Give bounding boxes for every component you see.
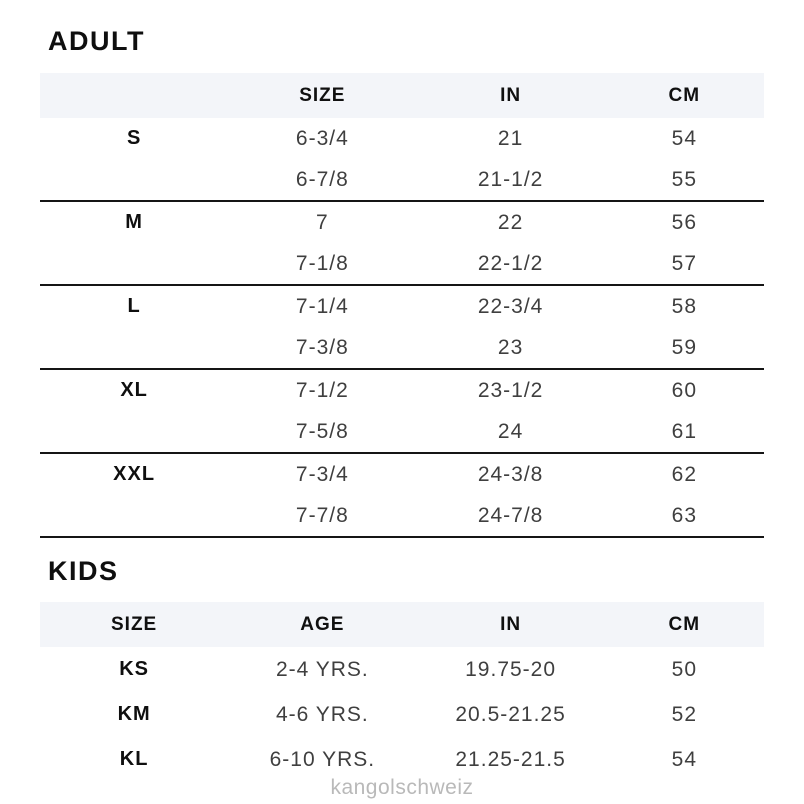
table-row bbox=[40, 454, 764, 495]
table-row bbox=[40, 159, 764, 200]
cm-cell: 58 bbox=[671, 294, 698, 318]
inches-cell: 23-1/2 bbox=[477, 378, 544, 402]
column-header-size: SIZE bbox=[111, 613, 158, 635]
cm-cell: 61 bbox=[671, 419, 698, 443]
table-row bbox=[40, 647, 764, 692]
cm-cell: 62 bbox=[671, 462, 698, 486]
size-label-cell: KM bbox=[117, 703, 151, 725]
cm-cell: 54 bbox=[671, 126, 698, 150]
inches-cell: 22 bbox=[497, 210, 524, 234]
cm-cell: 60 bbox=[671, 378, 698, 402]
cm-cell: 63 bbox=[671, 503, 698, 527]
hat-size-cell: 7-5/8 bbox=[295, 419, 349, 443]
size-group-l bbox=[40, 286, 764, 370]
hat-size-cell: 7-3/4 bbox=[295, 462, 349, 486]
column-header-size: SIZE bbox=[299, 84, 346, 106]
adult-section-title: ADULT bbox=[48, 26, 145, 56]
cm-cell: 56 bbox=[671, 210, 698, 234]
size-label-cell: KS bbox=[119, 658, 150, 680]
inches-cell: 24-3/8 bbox=[477, 462, 544, 486]
cm-cell: 52 bbox=[671, 702, 698, 726]
cm-cell: 50 bbox=[671, 657, 698, 681]
hat-size-cell: 6-3/4 bbox=[295, 126, 349, 150]
hat-size-cell: 7-1/4 bbox=[295, 294, 349, 318]
inches-cell: 24-7/8 bbox=[477, 503, 544, 527]
table-row bbox=[40, 243, 764, 284]
table-row bbox=[40, 692, 764, 737]
column-header-in: IN bbox=[500, 84, 522, 106]
inches-cell: 21-1/2 bbox=[477, 167, 544, 191]
hat-size-cell: 7-1/2 bbox=[295, 378, 349, 402]
hat-size-cell: 7 bbox=[316, 210, 329, 234]
size-group-xxl bbox=[40, 454, 764, 538]
size-label-cell: XL bbox=[120, 379, 148, 401]
hat-size-cell: 7-3/8 bbox=[295, 335, 349, 359]
cm-cell: 54 bbox=[671, 747, 698, 771]
column-header-cm: CM bbox=[668, 84, 701, 106]
size-group-xl bbox=[40, 370, 764, 454]
inches-cell: 22-3/4 bbox=[477, 294, 544, 318]
hat-size-cell: 7-1/8 bbox=[295, 251, 349, 275]
inches-cell: 20.5-21.25 bbox=[455, 702, 566, 726]
inches-cell: 19.75-20 bbox=[465, 657, 557, 681]
size-label-cell: KL bbox=[119, 748, 149, 770]
inches-cell: 22-1/2 bbox=[477, 251, 544, 275]
size-group-s bbox=[40, 118, 764, 202]
cm-cell: 59 bbox=[671, 335, 698, 359]
inches-cell: 21.25-21.5 bbox=[455, 747, 566, 771]
size-label-cell: L bbox=[127, 295, 141, 317]
table-row bbox=[40, 202, 764, 243]
table-row bbox=[40, 411, 764, 452]
table-row bbox=[40, 327, 764, 368]
inches-cell: 23 bbox=[497, 335, 524, 359]
hat-size-cell: 6-7/8 bbox=[295, 167, 349, 191]
kids-section-title: KIDS bbox=[48, 556, 119, 586]
adult-size-table bbox=[40, 73, 764, 538]
kids-table-header bbox=[40, 602, 764, 647]
kids-size-table bbox=[40, 602, 764, 782]
size-label-cell: M bbox=[125, 211, 143, 233]
table-row bbox=[40, 370, 764, 411]
age-cell: 4-6 YRS. bbox=[275, 702, 369, 726]
age-cell: 2-4 YRS. bbox=[275, 657, 369, 681]
size-group-m bbox=[40, 202, 764, 286]
table-row bbox=[40, 286, 764, 327]
inches-cell: 24 bbox=[497, 419, 524, 443]
column-header-in: IN bbox=[500, 613, 522, 635]
hat-size-cell: 7-7/8 bbox=[295, 503, 349, 527]
cm-cell: 57 bbox=[671, 251, 698, 275]
column-header-cm: CM bbox=[668, 613, 701, 635]
adult-table-header bbox=[40, 73, 764, 118]
watermark: kangolschweiz bbox=[330, 776, 474, 799]
size-label-cell: XXL bbox=[113, 463, 156, 485]
inches-cell: 21 bbox=[497, 126, 524, 150]
size-label-cell: S bbox=[126, 127, 142, 149]
table-row bbox=[40, 118, 764, 159]
column-header-age: AGE bbox=[300, 613, 345, 635]
age-cell: 6-10 YRS. bbox=[269, 747, 376, 771]
cm-cell: 55 bbox=[671, 167, 698, 191]
table-row bbox=[40, 495, 764, 536]
